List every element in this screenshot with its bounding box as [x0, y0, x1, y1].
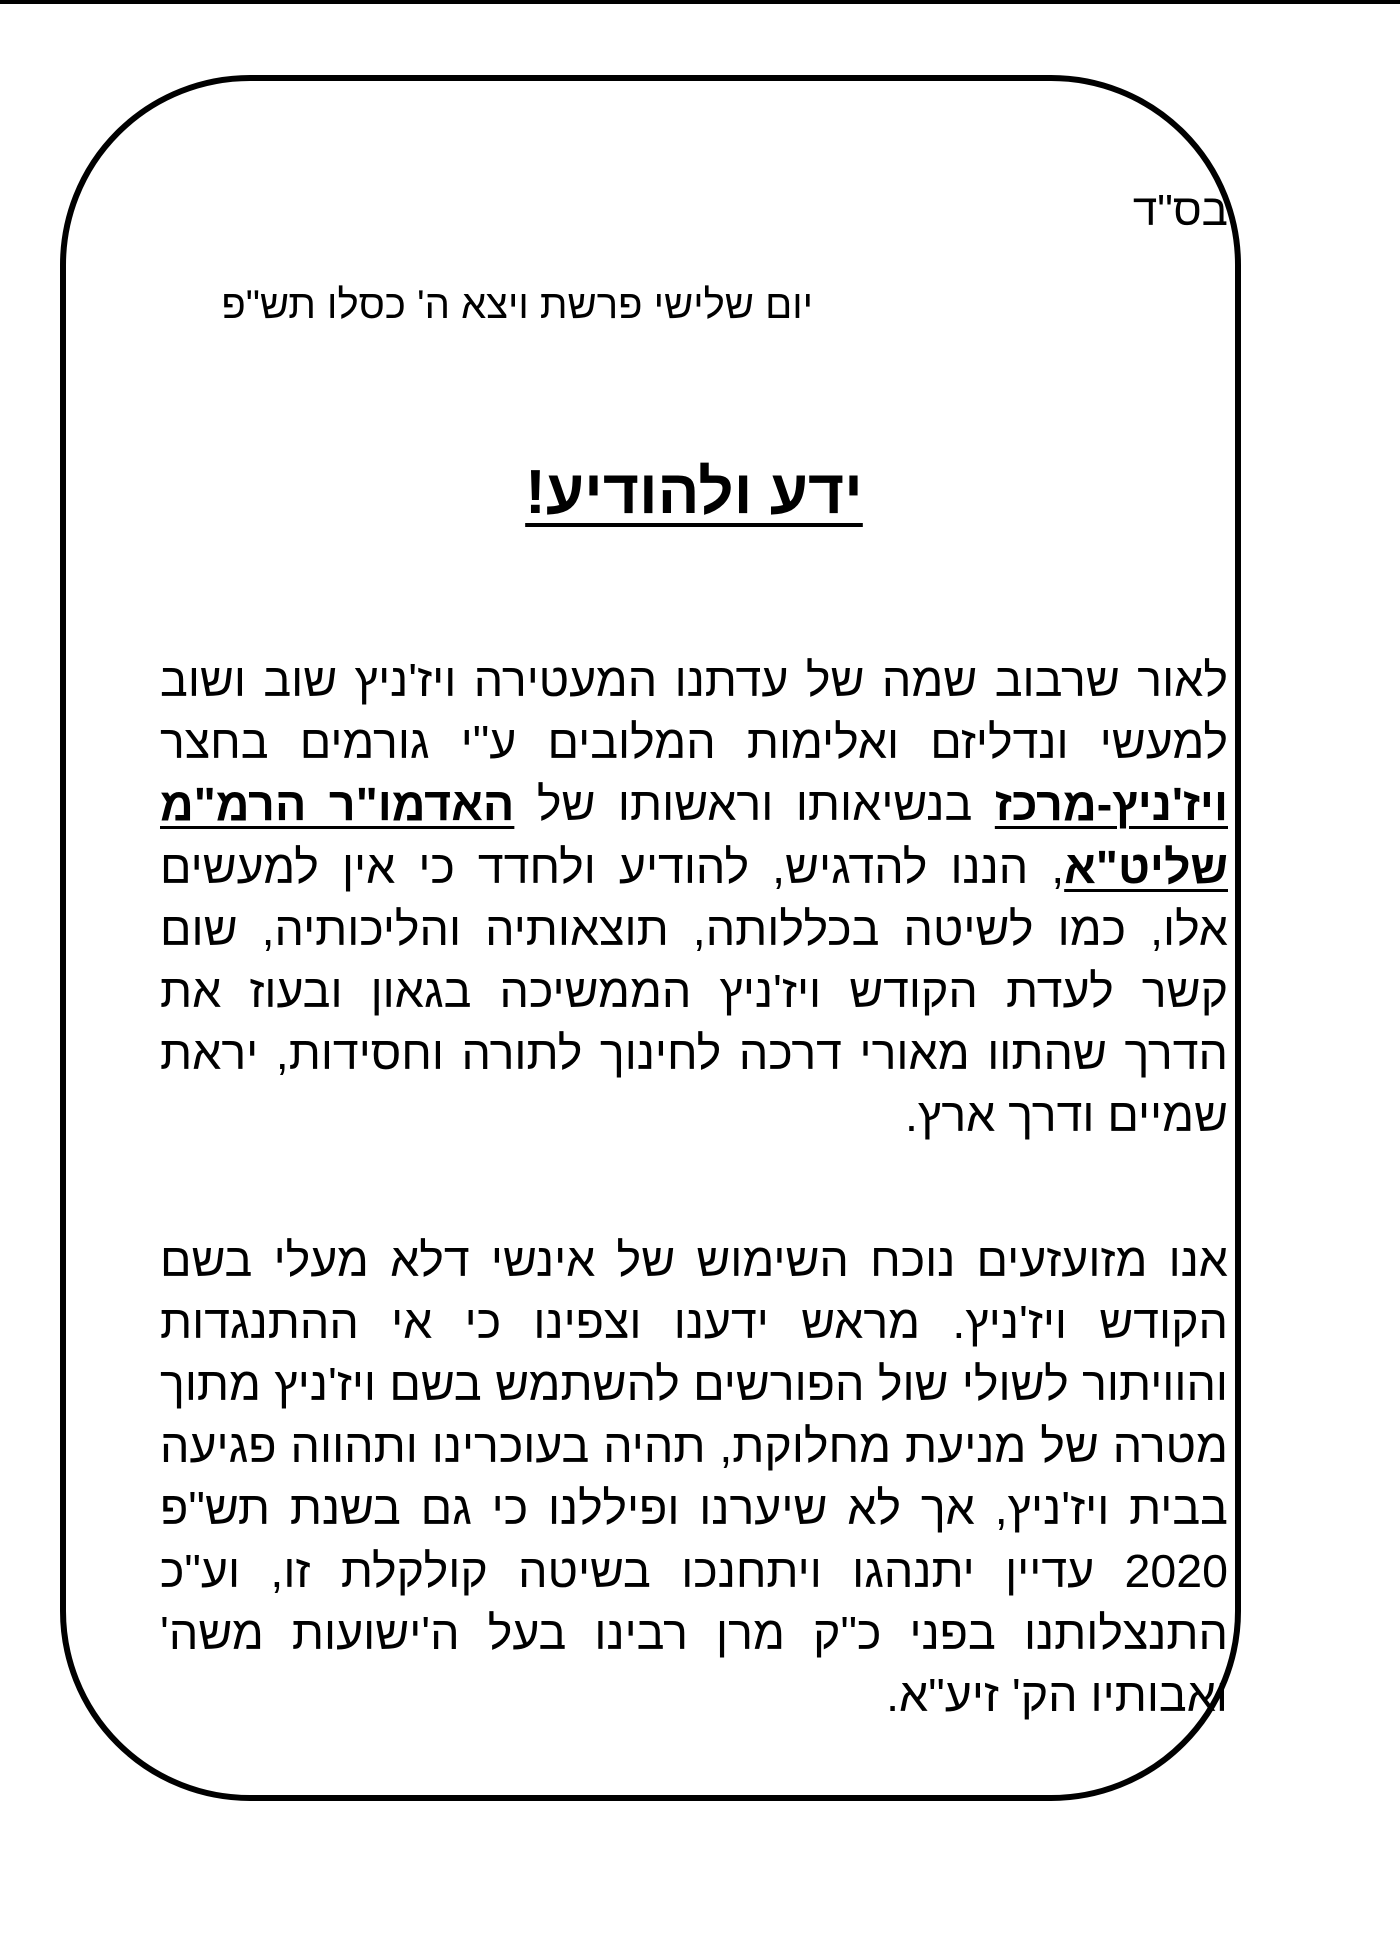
bsd-header: בס"ד — [1132, 186, 1228, 235]
paragraph-1-part-2: בנשיאותו וראשותו של — [514, 778, 995, 831]
page-title: ידע ולהודיע! — [525, 458, 863, 527]
document-body — [160, 185, 1228, 1726]
paragraph-1-emphasis-court: ויז'ניץ-מרכז — [994, 778, 1228, 831]
paragraph-1 — [160, 649, 1228, 1147]
paragraph-1-emphasis-rebbe: האדמו"ר הרמ"מ שליט"א — [160, 778, 1228, 893]
top-border-line — [0, 0, 1400, 4]
date-line: יום שלישי פרשת ויצא ה' כסלו תש"פ — [221, 283, 813, 327]
paragraph-2: אנו מזועזעים נוכח השימוש של אינשי דלא מעלי בשם הקודש ויז'ניץ. מראש ידענו וצפינו כי אי ההתנגדות והוויתור לשולי שול הפורשים להשתמש בשם ויז'ניץ מתוך מטרה של מניעת מחלוקת, תהיה בעוכרינו ותהווה פגיעה בבית ויז'ניץ, אך לא שיערנו ופיללנו כי גם בשנת תש"פ 2020 עדיין יתנהגו ויתחנכו בשיטה קולקלת זו, וע"כ התנצלותנו בפני כ"ק מרן רבינו בעל ה'ישועות משה' ואבותיו הק' זיע"א. — [160, 1233, 1228, 1722]
paragraph-1-part-3: , הננו להדגיש, להודיע ולחדד כי אין למעשים אלו, כמו לשיטה בכללותה, תוצאותיה והליכותיה, שום קשר לעדת הקודש ויז'ניץ הממשיכה בגאון ובעוז את הדרך שהתוו מאורי דרכה לחינוך לתורה וחסידות, יראת שמיים ודרך ארץ. — [160, 840, 1228, 1142]
paragraph-1-part-1: לאור שרבוב שמה של עדתנו המעטירה ויז'ניץ שוב ושוב למעשי ונדליזם ואלימות המלובים ע"י גורמים בחצר — [160, 654, 1228, 769]
